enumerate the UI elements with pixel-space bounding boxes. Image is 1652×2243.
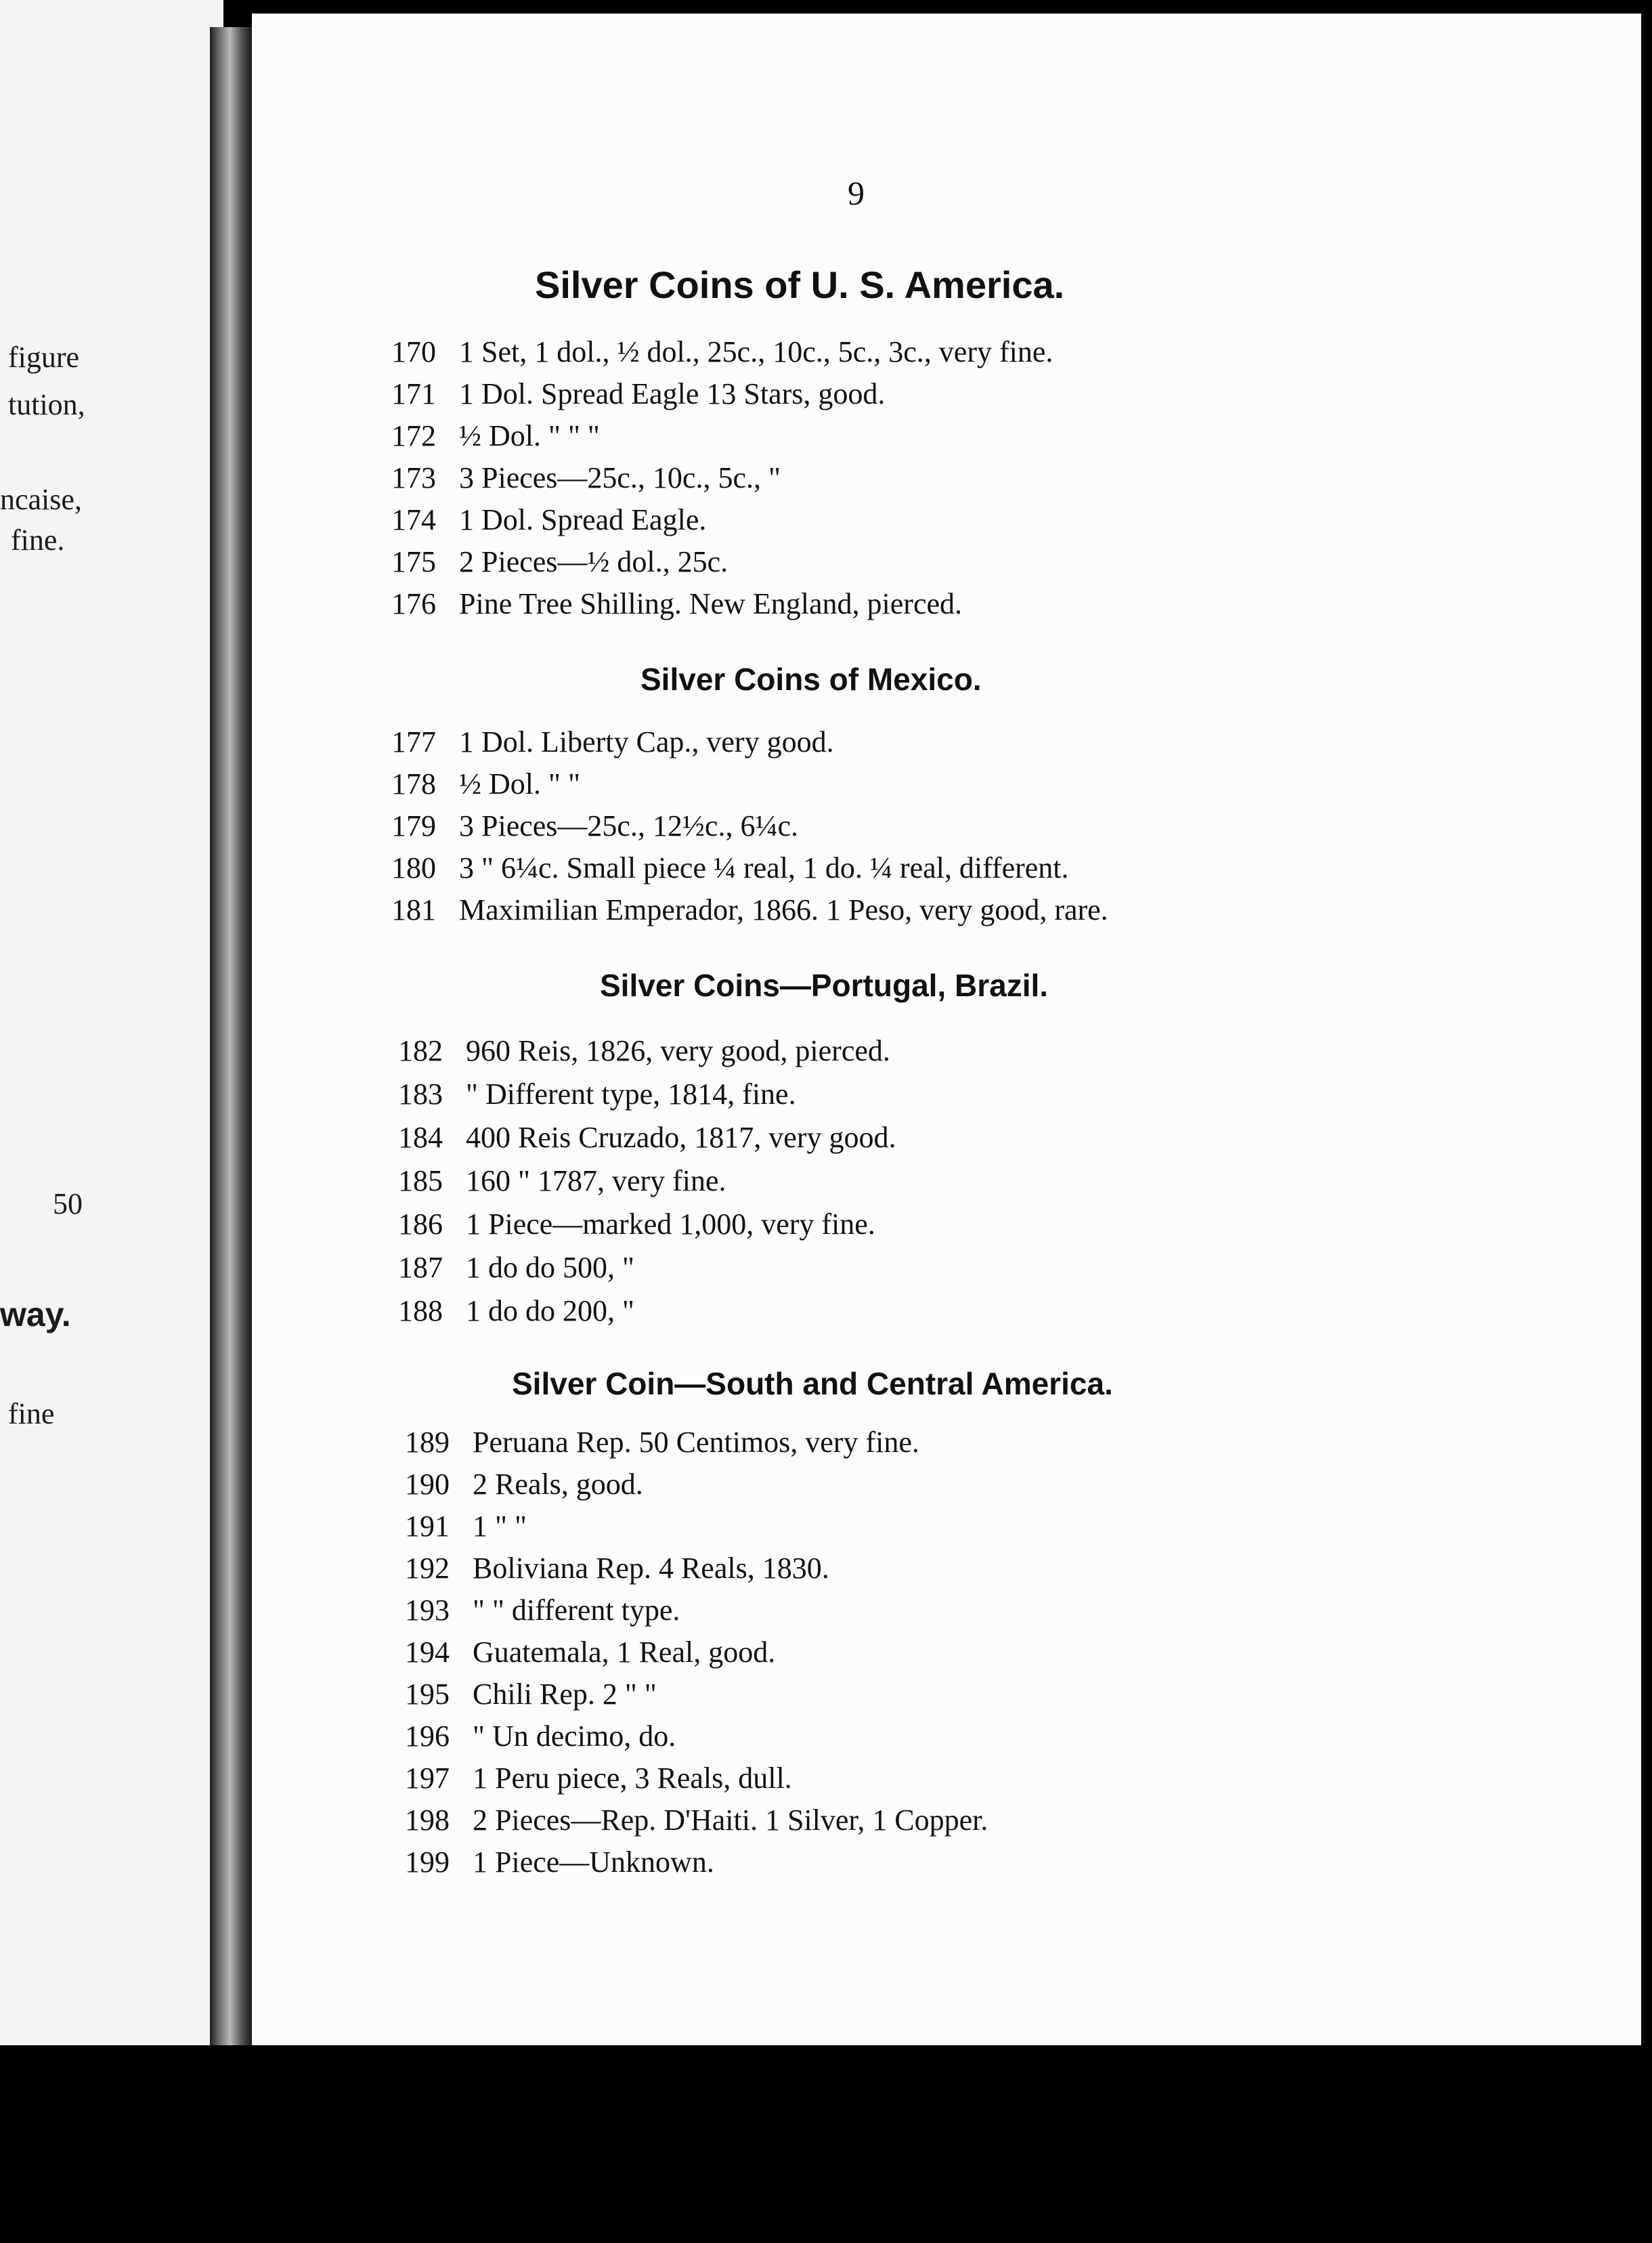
lot-description: 1 Dol. Liberty Cap., very good. — [459, 725, 834, 759]
lot-description: " Un decimo, do. — [473, 1719, 676, 1753]
lot-description: 160 " 1787, very fine. — [466, 1164, 726, 1197]
lot-number: 192 — [405, 1552, 450, 1585]
lot-number: 176 — [391, 587, 436, 620]
lot-number: 195 — [405, 1678, 450, 1711]
lot-description: 1 Set, 1 dol., ½ dol., 25c., 10c., 5c., 3c., very fine. — [459, 335, 1053, 368]
section-heading-portugal-brazil: Silver Coins—Portugal, Brazil. — [600, 968, 1049, 1003]
left-page-fragment: 50 — [53, 1187, 83, 1220]
lot-number: 196 — [405, 1719, 450, 1753]
lot-description: 1 Piece—marked 1,000, very fine. — [466, 1208, 875, 1241]
lot-description: 3 " 6¼c. Small piece ¼ real, 1 do. ¼ real, different. — [459, 851, 1069, 884]
lot-description: 2 Reals, good. — [473, 1468, 643, 1501]
lot-description: Chili Rep. 2 " " — [473, 1678, 657, 1711]
left-page-fragment: tution, — [8, 388, 85, 421]
lot-description: 2 Pieces—½ dol., 25c. — [459, 545, 729, 578]
lot-number: 172 — [391, 419, 436, 452]
left-page-fragment: fine — [8, 1397, 55, 1430]
lot-number: 177 — [391, 725, 436, 759]
section-heading-south-central-america: Silver Coin—South and Central America. — [512, 1366, 1113, 1401]
lot-number: 175 — [391, 545, 436, 578]
section-heading-us-america: Silver Coins of U. S. America. — [535, 263, 1065, 306]
lot-description: ½ Dol. " " — [459, 767, 580, 800]
lot-number: 182 — [398, 1034, 443, 1067]
lot-description: 1 Piece—Unknown. — [473, 1845, 714, 1879]
lot-number: 187 — [398, 1251, 443, 1284]
lot-description: 1 " " — [473, 1510, 527, 1543]
left-page-fragment: way. — [0, 1296, 71, 1333]
book-gutter — [210, 27, 252, 2243]
lot-description: 400 Reis Cruzado, 1817, very good. — [466, 1121, 896, 1154]
lot-description: 1 Peru piece, 3 Reals, dull. — [473, 1761, 792, 1795]
lot-description: " Different type, 1814, fine. — [466, 1077, 796, 1111]
left-page-edge — [0, 0, 223, 2243]
page-number: 9 — [848, 174, 865, 212]
lot-description: 2 Pieces—Rep. D'Haiti. 1 Silver, 1 Copper. — [473, 1803, 988, 1837]
lot-number: 178 — [391, 767, 436, 800]
lot-number: 185 — [398, 1164, 443, 1197]
lot-number: 181 — [391, 893, 436, 926]
lot-description: 1 do do 200, " — [466, 1294, 634, 1327]
left-page-fragment: figure — [8, 341, 80, 374]
lot-number: 186 — [398, 1208, 443, 1241]
lot-description: " " different type. — [473, 1594, 680, 1627]
lot-number: 199 — [405, 1845, 450, 1879]
lot-number: 184 — [398, 1121, 443, 1154]
lot-number: 179 — [391, 809, 436, 842]
lot-number: 198 — [405, 1803, 450, 1837]
lot-description: 1 Dol. Spread Eagle 13 Stars, good. — [459, 377, 886, 410]
lot-number: 197 — [405, 1761, 450, 1795]
scan-border — [0, 2045, 1652, 2243]
lot-description: 3 Pieces—25c., 10c., 5c., " — [459, 461, 781, 494]
lot-number: 194 — [405, 1636, 450, 1669]
lot-number: 180 — [391, 851, 436, 884]
lot-number: 188 — [398, 1294, 443, 1327]
lot-description: Pine Tree Shilling. New England, pierced. — [459, 587, 963, 620]
lot-number: 191 — [405, 1510, 450, 1543]
lot-number: 183 — [398, 1077, 443, 1111]
lot-description: 960 Reis, 1826, very good, pierced. — [466, 1034, 890, 1067]
left-page-fragment: fine. — [11, 524, 65, 557]
lot-number: 189 — [405, 1426, 450, 1459]
lot-description: 1 do do 500, " — [466, 1251, 634, 1284]
section-heading-mexico: Silver Coins of Mexico. — [640, 662, 982, 697]
lot-number: 170 — [391, 335, 436, 368]
lot-description: 3 Pieces—25c., 12½c., 6¼c. — [459, 809, 798, 842]
lot-number: 190 — [405, 1468, 450, 1501]
lot-number: 173 — [391, 461, 436, 494]
catalog-page — [252, 14, 1641, 2045]
lot-description: Boliviana Rep. 4 Reals, 1830. — [473, 1552, 829, 1585]
lot-number: 193 — [405, 1594, 450, 1627]
lot-description: Peruana Rep. 50 Centimos, very fine. — [473, 1426, 919, 1459]
lot-description: ½ Dol. " " " — [459, 419, 600, 452]
lot-number: 171 — [391, 377, 436, 410]
lot-number: 174 — [391, 503, 436, 536]
lot-description: Maximilian Emperador, 1866. 1 Peso, very good, rare. — [459, 893, 1108, 926]
lot-description: 1 Dol. Spread Eagle. — [459, 503, 707, 536]
lot-description: Guatemala, 1 Real, good. — [473, 1636, 776, 1669]
left-page-fragment: ncaise, — [0, 483, 82, 516]
